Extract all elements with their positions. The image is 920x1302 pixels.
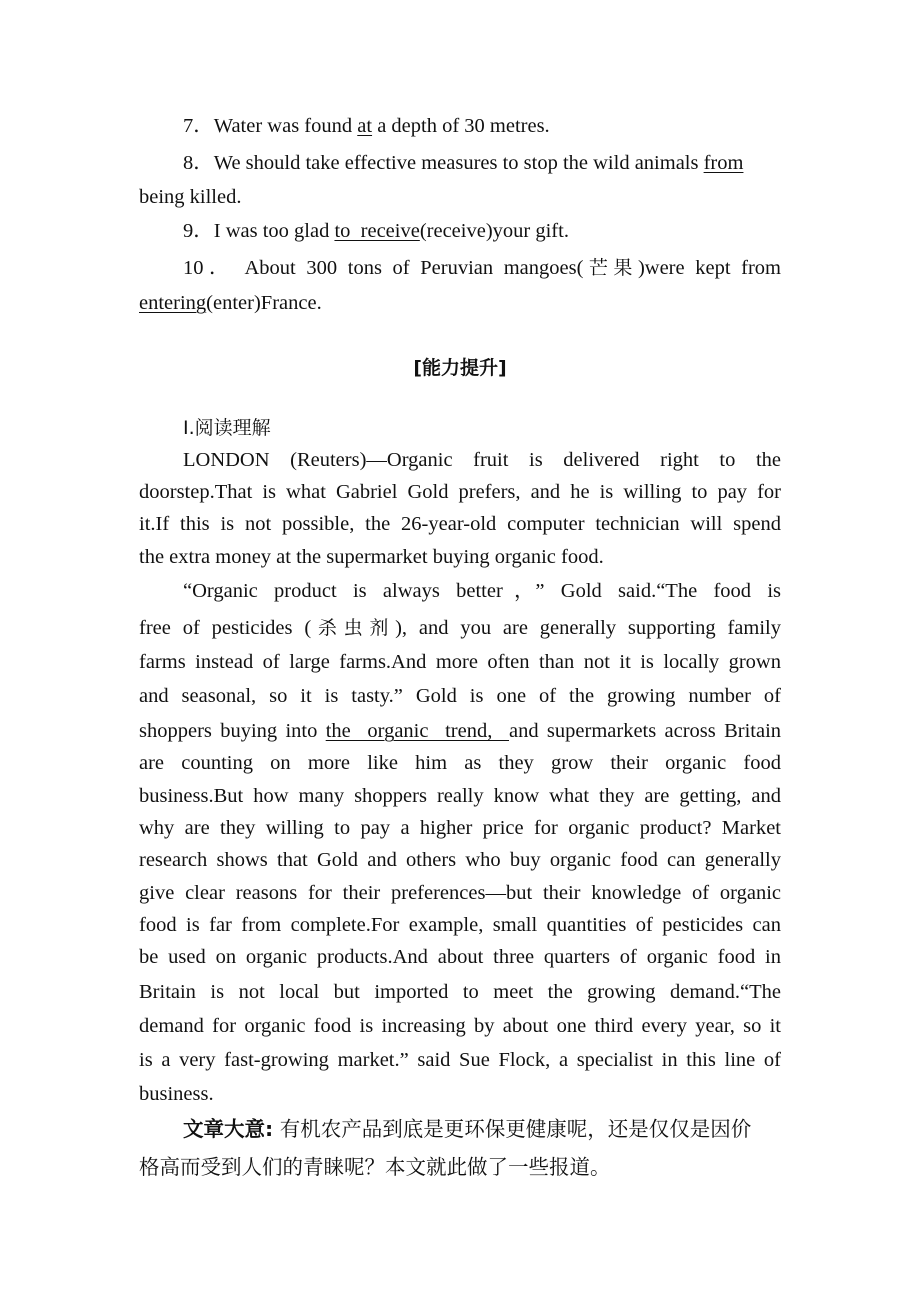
underlined-phrase: the organic trend,	[325, 720, 509, 742]
exercise-number: 7．	[183, 115, 214, 137]
passage-text: free of pesticides (	[139, 617, 312, 639]
answer-blank: to receive	[334, 220, 420, 242]
passage-line: research shows that Gold and others who buy organic food can generally	[139, 849, 781, 871]
exercise-cjk-gloss: 芒果	[583, 257, 638, 279]
exercise-text: We should take effective measures to stop the wild animals	[213, 152, 704, 174]
exercise-number: 9．	[183, 220, 214, 242]
passage-line: be used on organic products.And about three quarters of organic food in	[139, 946, 781, 968]
passage-line: LONDON (Reuters)—Organic fruit is delivered right to the	[183, 449, 781, 471]
passage-line: Britain is not local but imported to meet the growing demand.“The	[139, 981, 781, 1003]
exercise-8	[139, 151, 781, 175]
passage-line: why are they willing to pay a higher price for organic product? Market	[139, 817, 781, 839]
exercise-text: )were kept from	[637, 257, 781, 279]
exercise-text: being killed.	[139, 186, 242, 208]
exercise-text: Water was found	[213, 115, 358, 137]
passage-line: “Organic product is always better，” Gold said.“The food is	[183, 580, 781, 602]
passage-line: give clear reasons for their preferences—but their knowledge of organic	[139, 882, 781, 904]
passage-line: food is far from complete.For example, small quantities of pesticides can	[139, 914, 781, 936]
passage-text: ), and you are generally supporting family	[395, 617, 781, 639]
article-summary-continued: 格高而受到人们的青睐呢？本文就此做了一些报道。	[139, 1155, 611, 1179]
exercise-10	[183, 256, 781, 280]
summary-text: 有机农产品到底是更环保更健康呢，还是仅仅是因价	[273, 1117, 752, 1141]
exercise-8-continued	[139, 185, 781, 209]
passage-line	[139, 616, 781, 640]
exercise-text: a depth of 30 metres.	[372, 115, 550, 137]
answer-blank: at	[357, 115, 373, 137]
exercise-text: (receive)your gift.	[419, 220, 569, 242]
exercise-7	[139, 114, 781, 138]
passage-line: are counting on more like him as they grow their organic food	[139, 752, 781, 774]
passage-line: and seasonal, so it is tasty.” Gold is one of the growing number of	[139, 685, 781, 707]
passage-text: and supermarkets across Britain	[509, 720, 782, 742]
exercise-10-continued	[139, 291, 781, 315]
section-heading: [能力提升]	[413, 357, 507, 379]
exercise-text: I was too glad	[213, 220, 335, 242]
passage-line	[139, 719, 781, 743]
passage-line: business.	[139, 1083, 214, 1105]
exercise-number: 8．	[183, 152, 214, 174]
passage-line: it.If this is not possible, the 26-year-old computer technician will spend	[139, 513, 781, 535]
exercise-number: 10．	[183, 257, 235, 279]
passage-line: doorstep.That is what Gabriel Gold prefers, and he is willing to pay for	[139, 481, 781, 503]
exercise-text: About 300 tons of Peruvian mangoes(	[244, 257, 584, 279]
answer-blank: from	[703, 152, 744, 174]
passage-text: shoppers buying into	[139, 720, 326, 742]
passage-line: demand for organic food is increasing by about one third every year, so it	[139, 1015, 781, 1037]
passage-cjk-gloss: 杀虫剂	[311, 617, 396, 639]
exercise-text: (enter)France.	[206, 292, 322, 314]
passage-line: the extra money at the supermarket buying organic food.	[139, 546, 604, 568]
summary-label: 文章大意:	[183, 1117, 274, 1141]
exercise-9	[139, 219, 781, 243]
reading-comprehension-label: Ⅰ.阅读理解	[183, 417, 271, 439]
article-summary	[183, 1117, 781, 1141]
answer-blank: entering	[139, 292, 207, 314]
passage-line: business.But how many shoppers really know what they are getting, and	[139, 785, 781, 807]
passage-line: is a very fast-growing market.” said Sue Flock, a specialist in this line of	[139, 1049, 781, 1071]
passage-line: farms instead of large farms.And more often than not it is locally grown	[139, 651, 781, 673]
